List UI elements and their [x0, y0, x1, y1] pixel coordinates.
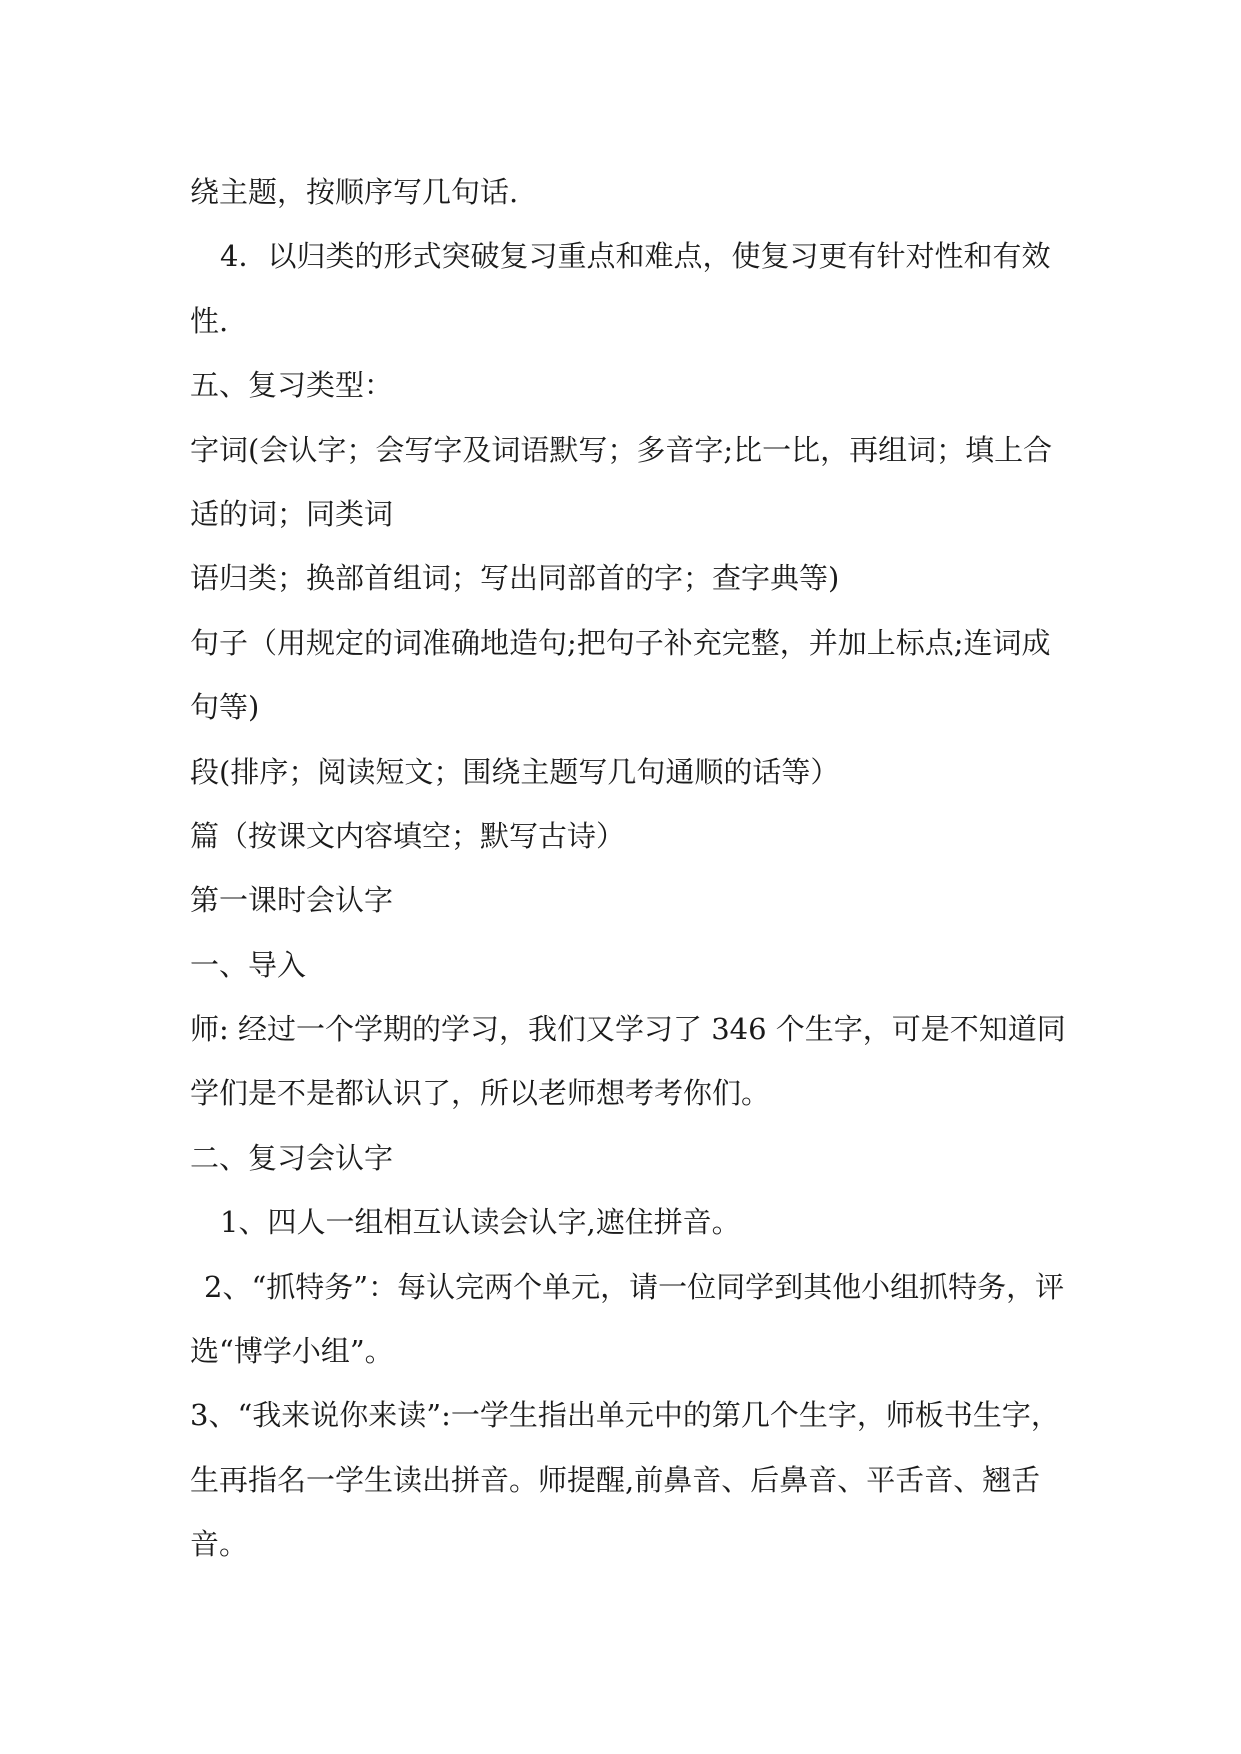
section-heading: 二、复习会认字 — [190, 1140, 394, 1175]
text-line: 语归类；换部首组词；写出同部首的字；查字典等) — [190, 561, 840, 596]
section-heading: 一、导入 — [190, 947, 307, 982]
text-line: 字词(会认字；会写字及词语默写；多音字;比一比，再组词；填上合 — [190, 432, 1053, 467]
text-line: 生再指名一学生读出拼音。师提醒,前鼻音、后鼻音、平舌音、翘舌 — [190, 1462, 1041, 1497]
text-line: 学们是不是都认识了，所以老师想考考你们。 — [190, 1076, 771, 1111]
document-body — [190, 160, 1066, 1577]
text-line: 师: 经过一个学期的学习，我们又学习了 346 个生字，可是不知道同 — [190, 1012, 1066, 1047]
text-line: 音。 — [190, 1527, 249, 1562]
lesson-title: 第一课时会认字 — [190, 883, 394, 918]
list-item: 1、四人一组相互认读会认字,遮住拼音。 — [220, 1205, 741, 1240]
text-line: 句子（用规定的词准确地造句;把句子补充完整，并加上标点;连词成 — [190, 625, 1051, 660]
text-line: 绕主题，按顺序写几句话. — [190, 175, 519, 209]
section-heading: 五、复习类型： — [190, 368, 394, 403]
list-item: 2、“抓特务”：每认完两个单元，请一位同学到其他小组抓特务，评 — [204, 1269, 1065, 1304]
list-item: 3、“我来说你来读”:一学生指出单元中的第几个生字，师板书生字， — [190, 1398, 1060, 1433]
text-line: 篇（按课文内容填空；默写古诗） — [190, 818, 626, 853]
list-item: 4．以归类的形式突破复习重点和难点，使复习更有针对性和有效 — [220, 239, 1051, 274]
text-line: 性. — [190, 303, 229, 338]
text-line: 适的词；同类词 — [190, 496, 394, 531]
text-line: 段(排序；阅读短文；围绕主题写几句通顺的话等） — [190, 754, 840, 789]
text-line: 选“博学小组”。 — [190, 1334, 394, 1369]
text-line: 句等) — [190, 690, 260, 725]
